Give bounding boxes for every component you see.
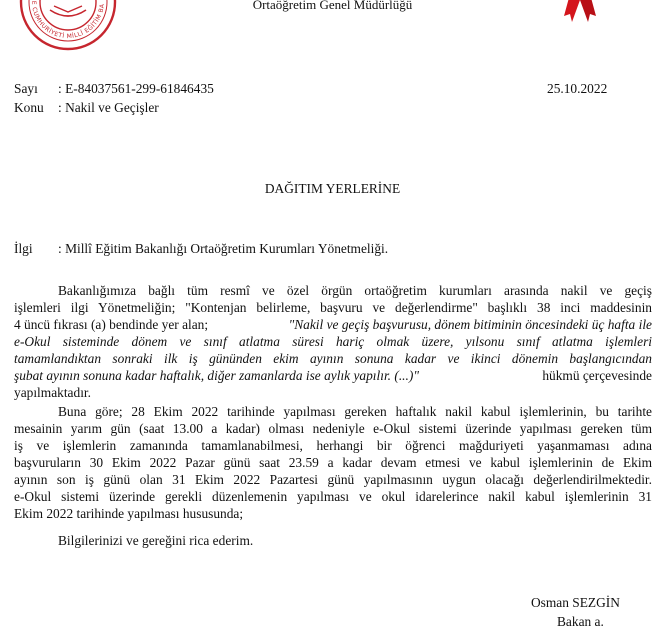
paragraph1-quote-line-3: tamamlandıktan sonraki ilk iş gününden ekim ayının sonuna kadar ve ikinci dönemin başlangıcından [14, 351, 652, 366]
paragraph2-line-3: iş ve işlemlerin zamanında tamamlanabilmesi, herhangi bir öğrenci mağduriyeti yaşanmaması adına [14, 438, 652, 453]
ilgi-label: İlgi [14, 241, 33, 256]
paragraph2-line-4: başvuruların 30 Ekim 2022 Pazar günü saat 23.59 a kadar devam etmesi ve kabul işlemlerinin de Ekim [14, 455, 652, 470]
konu-value: : Nakil ve Geçişler [58, 100, 159, 115]
konu-label: Konu [14, 100, 44, 115]
paragraph2-line-7: Ekim 2022 tarihinde yapılması hususunda; [14, 506, 244, 521]
paragraph1-line-8-tail: hükmü çerçevesinde [542, 368, 652, 383]
paragraph1-line-9: yapılmaktadır. [14, 385, 91, 400]
paragraph2-line-2: mesainin yarım gün (saat 13.00 a kadar) olması nedeniyle e-Okul sistemi üzerinde yapılması gereken tüm [14, 421, 652, 436]
ilgi-value: : Millî Eğitim Bakanlığı Ortaöğretim Kurumları Yönetmeliği. [58, 241, 389, 256]
sayi-label: Sayı [14, 81, 38, 96]
paragraph2-line-1: Buna göre; 28 Ekim 2022 tarihinde yapılması gereken haftalık nakil kabul işlemlerinin, bu tarihte [58, 404, 652, 419]
recipient-heading: DAĞITIM YERLERİNE [264, 181, 401, 196]
signatory-name: Osman SEZGİN [531, 595, 620, 610]
paragraph2-line-5: ayının son iş günü olan 31 Ekim 2022 Pazartesi günü yapılmasının uygun olacağı değerlendirilmektedir. [14, 472, 652, 487]
sayi-value: : E-84037561-299-61846435 [58, 81, 214, 96]
paragraph1-line-8 [14, 367, 652, 384]
paragraph2-line-6: e-Okul sistemi üzerinde gerekli düzenlemenin yapılması ve okul idarelerince nakil kabul işlemlerinin 31 [14, 489, 652, 504]
signatory-title: Bakan a. [557, 614, 604, 629]
seal-text: E CUMHURİYETİ MİLLÎ EĞİTİM BA [29, 0, 107, 41]
document-date: 25.10.2022 [547, 81, 608, 96]
paragraph1-quote-line-2: e-Okul sisteminde dönem ve sınıf atlatma süresi hariç olmak üzere, yılsonu sınıf atlatma işlemleri [14, 334, 652, 349]
paragraph1-line-1: Bakanlığımıza bağlı tüm resmî ve özel örgün ortaöğretim kurumları arasında nakil ve geçiş [58, 283, 652, 298]
closing-sentence: Bilgilerinizi ve gereğini rica ederim. [58, 533, 254, 548]
paragraph1-quote-end: şubat ayının sonuna kadar haftalık, diğer zamanlarda ise aylık yapılır. (...)" [14, 368, 419, 383]
paragraph1-line-2: işlemleri ilgi Yönetmeliğin; "Kontenjan belirleme, başvuru ve değerlendirme" başlıklı 38 inci maddesinin [14, 300, 652, 315]
paragraph1-line-3-plain: 4 üncü fıkrası (a) bendinde yer alan; [14, 317, 209, 332]
unit-name: Ortaöğretim Genel Müdürlüğü [252, 0, 413, 12]
paragraph1-line-3 [14, 316, 652, 333]
paragraph1-quote-start: "Nakil ve geçiş başvurusu, dönem bitiminin öncesindeki üç hafta ile [288, 317, 652, 332]
